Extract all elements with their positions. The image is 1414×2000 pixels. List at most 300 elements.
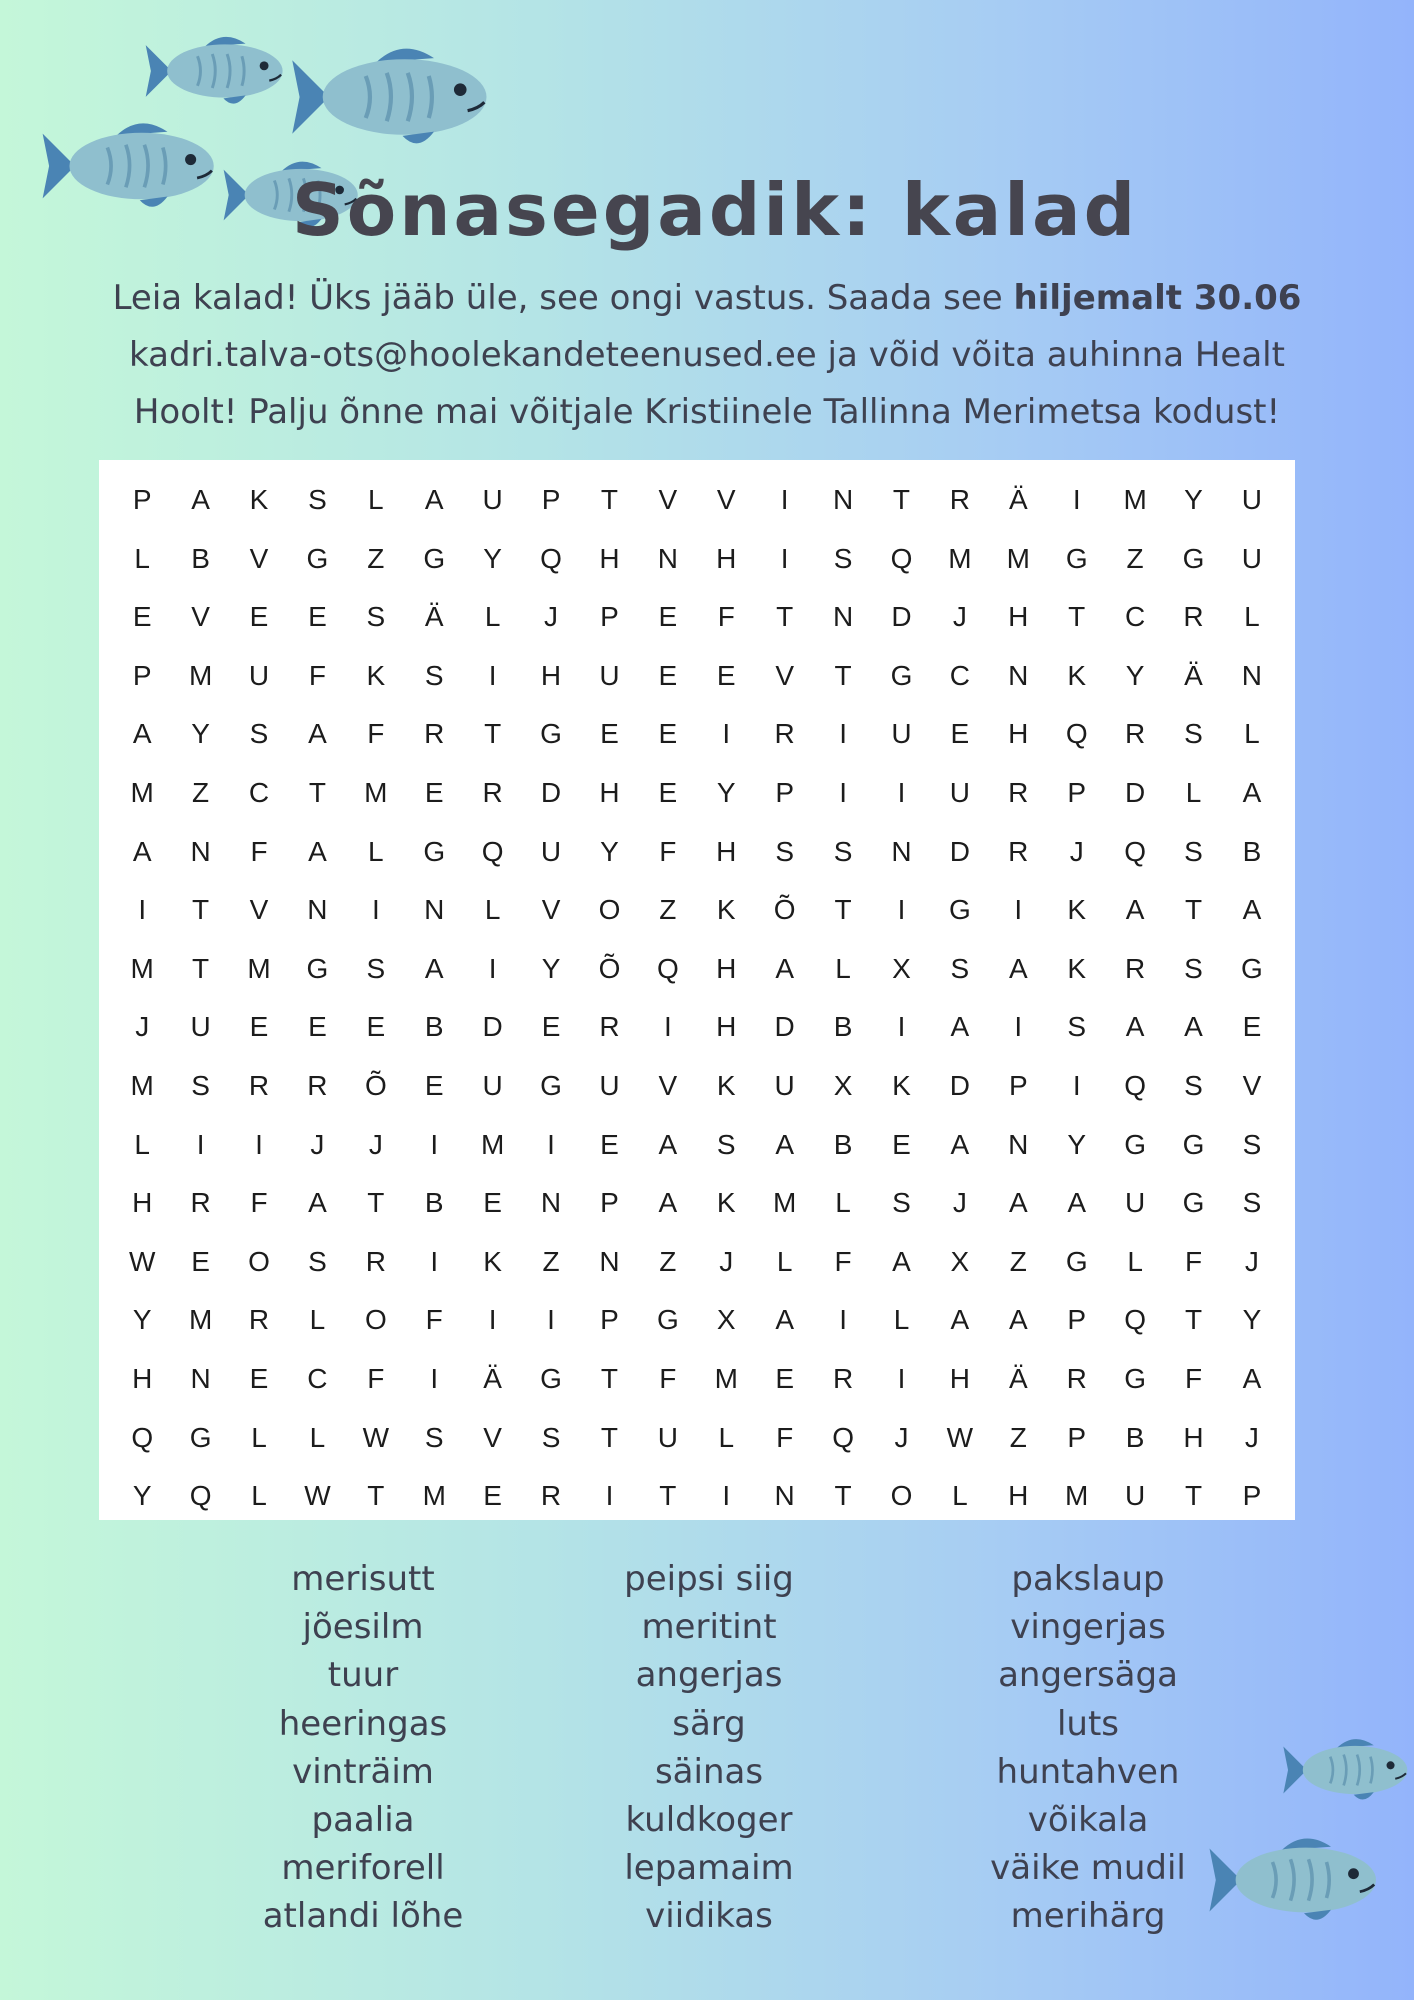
grid-letter: S — [541, 1421, 561, 1453]
word-item: paalia — [311, 1800, 415, 1841]
grid-letter: R — [540, 1480, 562, 1512]
grid-row — [113, 1233, 1281, 1292]
grid-letter: L — [776, 1245, 793, 1277]
grid-letter: A — [950, 1011, 970, 1043]
grid-letter: A — [1008, 1187, 1028, 1219]
grid-letter: Ä — [424, 601, 444, 633]
grid-letter: O — [248, 1245, 270, 1277]
grid-letter: M — [130, 1069, 154, 1101]
grid-letter: S — [191, 1069, 210, 1101]
grid-letter: D — [774, 1011, 795, 1043]
grid-letter: J — [310, 1128, 325, 1160]
grid-letter: Y — [600, 835, 619, 867]
grid-letter: T — [659, 1480, 677, 1512]
grid-letter: O — [364, 1304, 387, 1336]
grid-letter: K — [1067, 659, 1087, 691]
grid-letter: F — [367, 1362, 385, 1394]
grid-letter: T — [1184, 1304, 1203, 1336]
grid-letter: I — [138, 894, 147, 926]
grid-letter: V — [541, 894, 561, 926]
grid-letter: I — [488, 659, 497, 691]
grid-letter: R — [365, 1245, 386, 1277]
grid-letter: N — [891, 835, 912, 867]
grid-letter: E — [249, 1011, 269, 1043]
word-item: viidikas — [645, 1896, 773, 1937]
grid-letter: D — [949, 835, 970, 867]
grid-letter: F — [776, 1421, 794, 1453]
grid-letter: I — [839, 1304, 847, 1336]
grid-letter: S — [1184, 1069, 1203, 1101]
grid-letter: L — [368, 484, 384, 515]
grid-letter: A — [1125, 894, 1145, 926]
grid-letter: H — [1183, 1421, 1204, 1453]
grid-letter: U — [1124, 1187, 1146, 1219]
grid-letter: E — [132, 601, 152, 633]
grid-letter: E — [424, 776, 444, 808]
word-item: heeringas — [278, 1703, 448, 1744]
grid-letter: G — [306, 952, 329, 984]
word-search-grid — [99, 460, 1295, 1520]
grid-letter: E — [249, 1362, 269, 1394]
grid-letter: U — [1241, 484, 1263, 515]
grid-letter: Ä — [1008, 1362, 1028, 1394]
grid-letter: W — [128, 1245, 156, 1277]
grid-letter: Q — [1065, 718, 1088, 750]
grid-letter: R — [1124, 718, 1146, 750]
grid-letter: I — [722, 1480, 731, 1512]
grid-letter: Z — [1009, 1421, 1027, 1453]
grid-letter: Ä — [1184, 659, 1203, 691]
grid-letter: Y — [1125, 659, 1145, 691]
word-item: lepamaim — [624, 1848, 794, 1889]
grid-letter: J — [952, 1187, 967, 1219]
grid-letter: E — [1242, 1011, 1262, 1043]
grid-letter: L — [835, 952, 851, 984]
grid-letter: I — [663, 1011, 672, 1043]
grid-letter: O — [890, 1480, 913, 1512]
grid-letter: E — [308, 1011, 327, 1043]
grid-letter: A — [658, 1128, 678, 1160]
word-item: atlandi lõhe — [262, 1896, 464, 1937]
grid-row — [113, 764, 1281, 823]
grid-letter: T — [484, 718, 502, 750]
grid-letter: Y — [716, 776, 736, 808]
grid-letter: A — [1242, 776, 1262, 808]
grid-letter: R — [248, 1069, 270, 1101]
grid-letter: L — [134, 1128, 150, 1160]
grid-letter: L — [1244, 718, 1260, 750]
grid-letter: J — [544, 601, 559, 633]
grid-letter: A — [775, 1128, 795, 1160]
grid-letter: Q — [131, 1421, 154, 1453]
grid-letter: V — [658, 1069, 678, 1101]
grid-letter: Y — [1067, 1128, 1087, 1160]
word-list-column-1 — [173, 1555, 553, 1941]
grid-letter: Y — [191, 718, 210, 750]
word-item: luts — [1056, 1703, 1120, 1744]
grid-letter: N — [307, 894, 328, 926]
grid-letter: S — [424, 1421, 444, 1453]
grid-letter: R — [424, 718, 445, 750]
grid-letter: N — [832, 601, 854, 633]
grid-letter: Q — [656, 952, 679, 984]
grid-letter: U — [1124, 1480, 1146, 1512]
grid-letter: D — [1124, 776, 1146, 808]
grid-letter: I — [897, 894, 906, 926]
grid-letter: A — [1008, 1304, 1028, 1336]
grid-letter: D — [482, 1011, 503, 1043]
grid-letter: F — [1184, 1245, 1203, 1277]
grid-letter: X — [716, 1304, 736, 1336]
grid-letter: T — [1068, 601, 1086, 633]
page-title: Sõnasegadik: kalad — [291, 168, 1139, 252]
grid-letter: G — [1182, 1128, 1205, 1160]
grid-letter: L — [484, 894, 501, 926]
grid-letter: M — [130, 776, 154, 808]
grid-letter: T — [600, 1421, 618, 1453]
grid-letter: T — [192, 952, 210, 984]
grid-letter: P — [1008, 1069, 1028, 1101]
grid-letter: B — [1242, 835, 1262, 867]
grid-letter: R — [1183, 601, 1204, 633]
word-item: merihärg — [1010, 1896, 1166, 1937]
grid-letter: D — [891, 601, 912, 633]
grid-letter: W — [362, 1421, 390, 1453]
grid-row — [113, 1291, 1281, 1350]
grid-letter: R — [1124, 952, 1146, 984]
grid-letter: J — [368, 1128, 383, 1160]
grid-letter: H — [716, 835, 737, 867]
grid-letter: H — [599, 776, 620, 808]
grid-letter: B — [833, 1128, 853, 1160]
grid-letter: A — [424, 484, 444, 515]
grid-letter: G — [540, 718, 562, 750]
grid-letter: E — [658, 659, 678, 691]
grid-row — [113, 530, 1281, 589]
grid-letter: I — [371, 894, 380, 926]
grid-letter: M — [247, 952, 271, 984]
grid-letter: L — [1127, 1245, 1143, 1277]
grid-letter: M — [1065, 1480, 1089, 1512]
grid-letter: N — [424, 894, 445, 926]
grid-letter: E — [658, 776, 678, 808]
grid-row — [113, 1057, 1281, 1116]
grid-letter: I — [547, 1128, 555, 1160]
grid-letter: F — [717, 601, 735, 633]
grid-letter: G — [1124, 1128, 1146, 1160]
word-item: meritint — [641, 1607, 777, 1648]
grid-letter: F — [425, 1304, 443, 1336]
word-item: merisutt — [291, 1559, 435, 1599]
grid-letter: W — [946, 1421, 974, 1453]
grid-letter: Q — [1124, 1304, 1146, 1336]
grid-letter: H — [540, 659, 562, 691]
grid-letter: I — [488, 952, 497, 984]
word-item: väike mudil — [990, 1848, 1186, 1889]
grid-letter: S — [1067, 1011, 1087, 1043]
grid-letter: G — [1241, 952, 1263, 984]
grid-letter: Y — [1242, 1304, 1262, 1336]
grid-letter: U — [949, 776, 970, 808]
grid-letter: I — [1014, 894, 1023, 926]
grid-letter: G — [1065, 542, 1088, 574]
grid-letter: D — [540, 776, 562, 808]
grid-letter: T — [834, 659, 852, 691]
grid-letter: H — [1008, 1480, 1029, 1512]
grid-letter: V — [191, 601, 210, 633]
grid-letter: G — [890, 659, 913, 691]
word-item: tuur — [327, 1655, 399, 1696]
grid-letter: Z — [659, 894, 677, 926]
grid-letter: N — [599, 1245, 620, 1277]
grid-letter: R — [832, 1362, 854, 1394]
grid-letter: A — [1184, 1011, 1203, 1043]
grid-letter: Y — [541, 952, 561, 984]
grid-letter: J — [135, 1011, 150, 1043]
grid-letter: T — [834, 1480, 852, 1512]
grid-letter: G — [540, 1069, 562, 1101]
grid-letter: I — [605, 1480, 614, 1512]
grid-letter: M — [1006, 542, 1030, 574]
grid-letter: L — [309, 1304, 326, 1336]
grid-letter: A — [775, 1304, 795, 1336]
grid-letter: K — [366, 659, 386, 691]
grid-letter: S — [1184, 718, 1203, 750]
word-list — [0, 1555, 1414, 1955]
grid-letter: S — [1242, 1128, 1262, 1160]
grid-letter: A — [658, 1187, 678, 1219]
grid-letter: L — [893, 1304, 910, 1336]
grid-letter: T — [600, 1362, 618, 1394]
grid-letter: U — [482, 484, 503, 515]
grid-letter: A — [308, 718, 327, 750]
word-list-column-2 — [519, 1555, 899, 1941]
grid-row — [113, 998, 1281, 1057]
grid-letter: X — [950, 1245, 970, 1277]
grid-letter: I — [1072, 484, 1081, 515]
grid-letter: A — [892, 1245, 911, 1277]
grid-letter: Q — [481, 835, 504, 867]
grid-letter: K — [1067, 894, 1087, 926]
grid-letter: K — [716, 1187, 736, 1219]
grid-letter: N — [774, 1480, 795, 1512]
grid-letter: V — [716, 484, 736, 515]
grid-letter: S — [249, 718, 269, 750]
grid-letter: U — [657, 1421, 678, 1453]
grid-letter: I — [1072, 1069, 1081, 1101]
word-item: huntahven — [996, 1751, 1180, 1792]
grid-letter: N — [190, 835, 211, 867]
grid-letter: L — [1244, 601, 1260, 633]
grid-letter: C — [1124, 601, 1146, 633]
grid-letter: U — [248, 659, 270, 691]
grid-letter: H — [716, 1011, 737, 1043]
grid-letter: E — [892, 1128, 911, 1160]
grid-letter: E — [600, 1128, 619, 1160]
word-item: võikala — [1027, 1800, 1149, 1841]
grid-letter: L — [952, 1480, 968, 1512]
grid-letter: H — [1008, 601, 1029, 633]
grid-letter: G — [1182, 542, 1205, 574]
grid-letter: I — [722, 718, 731, 750]
grid-letter: U — [540, 835, 562, 867]
grid-letter: L — [484, 601, 501, 633]
grid-letter: U — [891, 718, 912, 750]
grid-letter: Q — [189, 1480, 212, 1512]
grid-letter: G — [1065, 1245, 1088, 1277]
grid-letter: M — [773, 1187, 797, 1219]
grid-letter: S — [308, 1245, 327, 1277]
grid-row — [113, 881, 1281, 940]
grid-letter: G — [1182, 1187, 1205, 1219]
grid-letter: F — [659, 1362, 677, 1394]
grid-letter: A — [775, 952, 795, 984]
word-item: jõesilm — [302, 1607, 424, 1648]
grid-row — [113, 705, 1281, 764]
grid-letter: G — [306, 542, 329, 574]
grid-letter: E — [191, 1245, 210, 1277]
grid-letter: N — [190, 1362, 211, 1394]
grid-letter: F — [367, 718, 385, 750]
grid-letter: I — [547, 1304, 555, 1336]
intro-text — [100, 270, 1314, 441]
grid-letter: V — [658, 484, 678, 515]
grid-letter: A — [308, 835, 327, 867]
grid-letter: M — [480, 1128, 505, 1160]
word-item: meriforell — [281, 1848, 445, 1889]
grid-row — [113, 940, 1281, 999]
grid-letter: A — [132, 718, 152, 750]
grid-letter: S — [775, 835, 795, 867]
fish-icon — [287, 38, 497, 156]
grid-letter: J — [1244, 1421, 1259, 1453]
word-item: angerjas — [635, 1655, 783, 1696]
grid-letter: P — [600, 1304, 619, 1336]
grid-letter: P — [600, 601, 619, 633]
grid-letter: P — [1067, 776, 1087, 808]
grid-letter: A — [132, 835, 152, 867]
word-item: vinträim — [292, 1751, 434, 1792]
grid-letter: E — [249, 601, 269, 633]
deadline-text: hiljemalt 30.06 — [1013, 278, 1302, 318]
grid-letter: J — [719, 1245, 734, 1277]
grid-letter: D — [949, 1069, 970, 1101]
word-item: pakslaup — [1011, 1559, 1165, 1599]
grid-letter: S — [1184, 835, 1203, 867]
grid-letter: V — [1242, 1069, 1262, 1101]
grid-letter: M — [188, 659, 213, 691]
grid-letter: Z — [192, 776, 210, 808]
grid-row — [113, 1174, 1281, 1233]
word-item: kuldkoger — [625, 1800, 793, 1841]
grid-letter: B — [424, 1011, 444, 1043]
grid-letter: S — [1184, 952, 1203, 984]
grid-letter: K — [716, 894, 736, 926]
grid-letter: P — [132, 484, 152, 515]
grid-letter: L — [718, 1421, 735, 1453]
grid-letter: U — [1241, 542, 1263, 574]
grid-letter: F — [250, 835, 268, 867]
grid-row — [113, 1467, 1281, 1526]
grid-letter: O — [598, 894, 621, 926]
grid-letter: M — [714, 1362, 738, 1394]
grid-letter: L — [251, 1421, 267, 1453]
grid-letter: V — [249, 542, 269, 574]
grid-letter: N — [1008, 1128, 1029, 1160]
grid-letter: I — [897, 1362, 906, 1394]
grid-letter: E — [483, 1187, 502, 1219]
grid-letter: Y — [132, 1480, 152, 1512]
grid-letter: T — [367, 1187, 385, 1219]
grid-letter: F — [250, 1187, 268, 1219]
grid-letter: B — [1125, 1421, 1145, 1453]
grid-letter: T — [776, 601, 794, 633]
intro-text-part1: Leia kalad! Üks jääb üle, see ongi vastus. Saada see — [112, 278, 1014, 318]
grid-row — [113, 588, 1281, 647]
grid-letter: C — [949, 659, 970, 691]
grid-letter: L — [835, 1187, 851, 1219]
grid-letter: G — [1124, 1362, 1146, 1394]
grid-letter: R — [1008, 835, 1029, 867]
grid-letter: Q — [1124, 835, 1146, 867]
grid-letter: H — [132, 1187, 153, 1219]
grid-row — [113, 647, 1281, 706]
grid-letter: N — [1241, 659, 1263, 691]
grid-letter: S — [716, 1128, 736, 1160]
grid-letter: Ä — [1008, 484, 1028, 515]
grid-letter: B — [191, 542, 210, 574]
grid-letter: N — [540, 1187, 562, 1219]
grid-letter: J — [1244, 1245, 1259, 1277]
grid-letter: B — [424, 1187, 444, 1219]
grid-letter: T — [1184, 1480, 1203, 1512]
grid-letter: R — [599, 1011, 620, 1043]
grid-letter: G — [423, 835, 446, 867]
grid-letter: R — [1008, 776, 1029, 808]
grid-letter: G — [189, 1421, 212, 1453]
grid-letter: H — [949, 1362, 970, 1394]
grid-letter: S — [366, 952, 386, 984]
grid-letter: P — [1067, 1304, 1087, 1336]
grid-letter: P — [600, 1187, 619, 1219]
grid-letter: F — [834, 1245, 852, 1277]
word-list-column-3 — [898, 1555, 1278, 1941]
grid-letter: X — [833, 1069, 853, 1101]
grid-letter: F — [659, 835, 677, 867]
grid-letter: S — [424, 659, 444, 691]
grid-letter: K — [249, 484, 269, 515]
grid-letter: N — [832, 484, 854, 515]
grid-letter: E — [658, 601, 678, 633]
grid-letter: A — [308, 1187, 327, 1219]
grid-letter: P — [1067, 1421, 1087, 1453]
grid-letter: I — [430, 1362, 439, 1394]
word-item: vingerjas — [1010, 1607, 1166, 1648]
grid-letter: K — [483, 1245, 502, 1277]
grid-letter: S — [833, 835, 853, 867]
grid-letter: U — [599, 659, 620, 691]
grid-letter: M — [188, 1304, 213, 1336]
grid-letter: I — [897, 776, 906, 808]
grid-row — [113, 823, 1281, 882]
grid-letter: Z — [367, 542, 385, 574]
intro-text-part2: kadri.talva-ots@hoolekandeteenused.ee ja võid võita auhinna Healt Hoolt! Palju õnne mai võitjale Kristiinele Tallinna Merimetsa kodust! — [129, 335, 1285, 432]
grid-letter: P — [1242, 1480, 1262, 1512]
grid-letter: Q — [832, 1421, 854, 1453]
grid-letter: I — [255, 1128, 263, 1160]
grid-letter: T — [834, 894, 852, 926]
grid-letter: I — [488, 1304, 497, 1336]
